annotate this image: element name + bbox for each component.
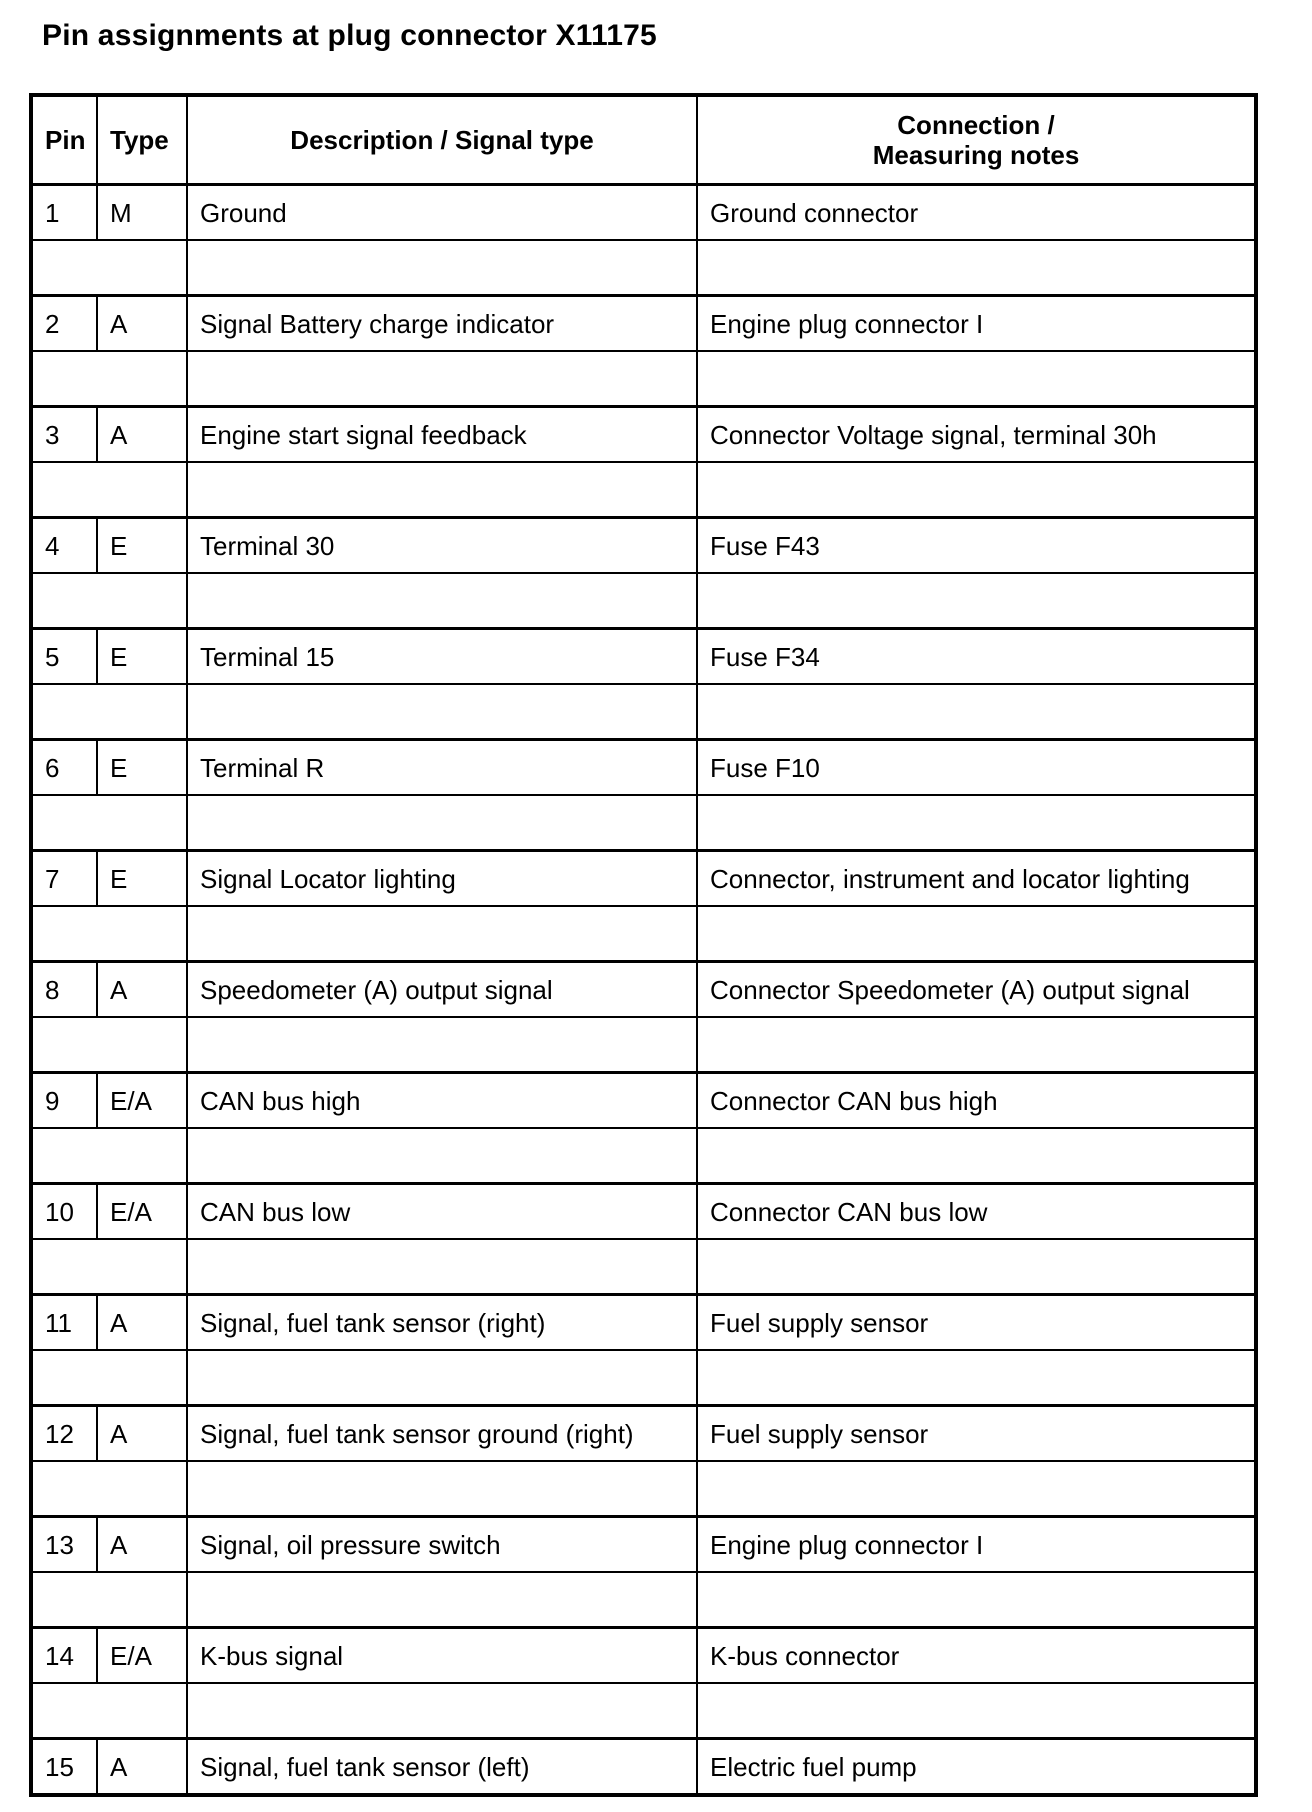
table-row xyxy=(31,518,1256,574)
empty-cell xyxy=(187,573,697,629)
connection-cell: Fuse F34 xyxy=(697,629,1256,685)
connection-cell: Connector CAN bus low xyxy=(697,1184,1256,1240)
header-type: Type xyxy=(97,95,187,185)
table-row xyxy=(31,1739,1256,1796)
description-cell: Signal Battery charge indicator xyxy=(187,296,697,352)
type-cell: A xyxy=(97,296,187,352)
pin-cell: 12 xyxy=(31,1406,97,1462)
type-cell: A xyxy=(97,1739,187,1796)
connection-cell: K-bus connector xyxy=(697,1628,1256,1684)
table-row xyxy=(31,296,1256,352)
pin-assignment-table xyxy=(29,93,1258,1797)
header-connection-line2: Measuring notes xyxy=(872,140,1080,170)
spacer-row xyxy=(31,240,1256,296)
connection-cell: Fuel supply sensor xyxy=(697,1295,1256,1351)
page-title: Pin assignments at plug connector X11175 xyxy=(42,19,657,52)
description-cell: Signal Locator lighting xyxy=(187,851,697,907)
description-cell: Signal, fuel tank sensor (left) xyxy=(187,1739,697,1796)
empty-cell xyxy=(187,351,697,407)
empty-cell xyxy=(31,1683,187,1739)
description-cell: Terminal 15 xyxy=(187,629,697,685)
type-cell: E xyxy=(97,740,187,796)
connection-cell: Fuel supply sensor xyxy=(697,1406,1256,1462)
header-connection xyxy=(697,95,1256,185)
table-row xyxy=(31,851,1256,907)
connection-cell: Engine plug connector I xyxy=(697,1517,1256,1573)
spacer-row xyxy=(31,1572,1256,1628)
table-row xyxy=(31,407,1256,463)
pin-cell: 9 xyxy=(31,1073,97,1129)
spacer-row xyxy=(31,906,1256,962)
empty-cell xyxy=(697,906,1256,962)
empty-cell xyxy=(31,906,187,962)
table-row xyxy=(31,740,1256,796)
empty-cell xyxy=(187,240,697,296)
pin-cell: 14 xyxy=(31,1628,97,1684)
empty-cell xyxy=(31,1461,187,1517)
spacer-row xyxy=(31,795,1256,851)
pin-cell: 5 xyxy=(31,629,97,685)
spacer-row xyxy=(31,462,1256,518)
connection-cell: Ground connector xyxy=(697,185,1256,241)
empty-cell xyxy=(31,1017,187,1073)
empty-cell xyxy=(697,1461,1256,1517)
table-row xyxy=(31,1628,1256,1684)
empty-cell xyxy=(31,462,187,518)
empty-cell xyxy=(187,1017,697,1073)
pin-cell: 13 xyxy=(31,1517,97,1573)
description-cell: K-bus signal xyxy=(187,1628,697,1684)
type-cell: E xyxy=(97,629,187,685)
header-connection-line1: Connection / xyxy=(897,110,1055,140)
pin-cell: 2 xyxy=(31,296,97,352)
type-cell: E xyxy=(97,851,187,907)
pin-cell: 6 xyxy=(31,740,97,796)
spacer-row xyxy=(31,1461,1256,1517)
empty-cell xyxy=(187,684,697,740)
empty-cell xyxy=(31,1572,187,1628)
pin-cell: 1 xyxy=(31,185,97,241)
connection-cell: Connector CAN bus high xyxy=(697,1073,1256,1129)
empty-cell xyxy=(697,573,1256,629)
table-row xyxy=(31,1517,1256,1573)
type-cell: A xyxy=(97,1295,187,1351)
empty-cell xyxy=(187,1572,697,1628)
empty-cell xyxy=(187,795,697,851)
empty-cell xyxy=(187,1461,697,1517)
spacer-row xyxy=(31,684,1256,740)
empty-cell xyxy=(697,462,1256,518)
pin-cell: 4 xyxy=(31,518,97,574)
description-cell: Signal, oil pressure switch xyxy=(187,1517,697,1573)
table-header-row xyxy=(31,95,1256,185)
connection-cell: Connector Voltage signal, terminal 30h xyxy=(697,407,1256,463)
table-row xyxy=(31,1184,1256,1240)
description-cell: CAN bus high xyxy=(187,1073,697,1129)
empty-cell xyxy=(187,1239,697,1295)
spacer-row xyxy=(31,1017,1256,1073)
empty-cell xyxy=(697,1572,1256,1628)
connection-cell: Connector, instrument and locator lighting xyxy=(697,851,1256,907)
empty-cell xyxy=(697,795,1256,851)
connection-cell: Fuse F43 xyxy=(697,518,1256,574)
empty-cell xyxy=(697,1683,1256,1739)
empty-cell xyxy=(697,1239,1256,1295)
pin-cell: 10 xyxy=(31,1184,97,1240)
empty-cell xyxy=(31,240,187,296)
type-cell: A xyxy=(97,407,187,463)
type-cell: E/A xyxy=(97,1073,187,1129)
table-row xyxy=(31,1073,1256,1129)
connection-cell: Fuse F10 xyxy=(697,740,1256,796)
spacer-row xyxy=(31,1128,1256,1184)
type-cell: M xyxy=(97,185,187,241)
pin-cell: 8 xyxy=(31,962,97,1018)
empty-cell xyxy=(31,684,187,740)
empty-cell xyxy=(697,684,1256,740)
spacer-row xyxy=(31,1350,1256,1406)
description-cell: Speedometer (A) output signal xyxy=(187,962,697,1018)
empty-cell xyxy=(31,573,187,629)
spacer-row xyxy=(31,1239,1256,1295)
empty-cell xyxy=(187,462,697,518)
empty-cell xyxy=(31,351,187,407)
pin-cell: 3 xyxy=(31,407,97,463)
spacer-row xyxy=(31,573,1256,629)
table-row xyxy=(31,1406,1256,1462)
spacer-row xyxy=(31,1683,1256,1739)
description-cell: Engine start signal feedback xyxy=(187,407,697,463)
empty-cell xyxy=(697,1017,1256,1073)
type-cell: A xyxy=(97,962,187,1018)
empty-cell xyxy=(187,906,697,962)
header-description: Description / Signal type xyxy=(187,95,697,185)
empty-cell xyxy=(31,795,187,851)
type-cell: E/A xyxy=(97,1628,187,1684)
type-cell: A xyxy=(97,1517,187,1573)
description-cell: Terminal 30 xyxy=(187,518,697,574)
description-cell: Ground xyxy=(187,185,697,241)
type-cell: E xyxy=(97,518,187,574)
table-body xyxy=(31,185,1256,1796)
empty-cell xyxy=(697,240,1256,296)
description-cell: CAN bus low xyxy=(187,1184,697,1240)
empty-cell xyxy=(697,351,1256,407)
table-row xyxy=(31,629,1256,685)
spacer-row xyxy=(31,351,1256,407)
table-row xyxy=(31,962,1256,1018)
type-cell: A xyxy=(97,1406,187,1462)
empty-cell xyxy=(31,1239,187,1295)
connection-cell: Engine plug connector I xyxy=(697,296,1256,352)
empty-cell xyxy=(187,1128,697,1184)
table-row xyxy=(31,1295,1256,1351)
empty-cell xyxy=(31,1350,187,1406)
header-pin: Pin xyxy=(31,95,97,185)
connection-cell: Electric fuel pump xyxy=(697,1739,1256,1796)
empty-cell xyxy=(187,1683,697,1739)
description-cell: Terminal R xyxy=(187,740,697,796)
empty-cell xyxy=(31,1128,187,1184)
type-cell: E/A xyxy=(97,1184,187,1240)
connection-cell: Connector Speedometer (A) output signal xyxy=(697,962,1256,1018)
pin-cell: 15 xyxy=(31,1739,97,1796)
pin-cell: 7 xyxy=(31,851,97,907)
table-row xyxy=(31,185,1256,241)
description-cell: Signal, fuel tank sensor (right) xyxy=(187,1295,697,1351)
pin-cell: 11 xyxy=(31,1295,97,1351)
empty-cell xyxy=(697,1128,1256,1184)
empty-cell xyxy=(697,1350,1256,1406)
empty-cell xyxy=(187,1350,697,1406)
description-cell: Signal, fuel tank sensor ground (right) xyxy=(187,1406,697,1462)
